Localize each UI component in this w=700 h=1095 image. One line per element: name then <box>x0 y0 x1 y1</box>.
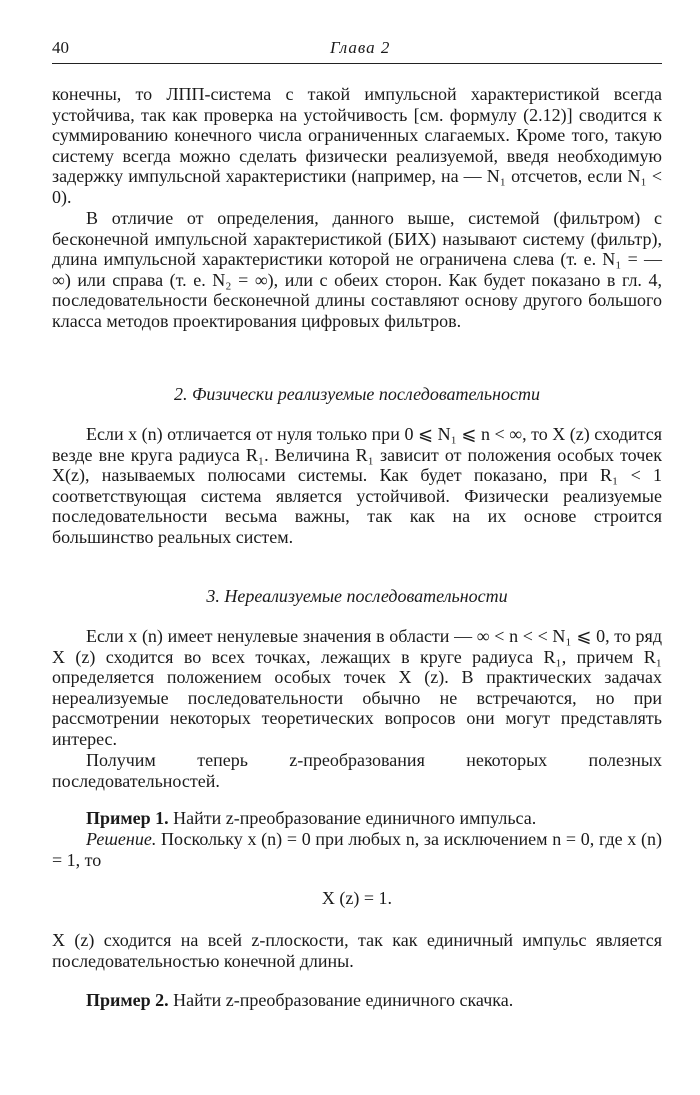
example-2-task <box>52 990 662 1011</box>
page-header <box>52 38 662 62</box>
solution-label: Решение. <box>86 829 157 849</box>
example-1-solution <box>52 829 662 870</box>
section-3-text-2: Получим теперь z-преобразования некоторых полезных последовательностей. <box>52 750 662 791</box>
example-1-task <box>52 808 662 829</box>
equation: X (z) = 1. <box>321 888 393 908</box>
solution-text: Поскольку x (n) = 0 при любых n, за исключением n = 0, где x (n) = 1, то <box>52 829 662 870</box>
running-head: Глава 2 <box>330 38 391 57</box>
paragraph-2: В отличие от определения, данного выше, системой (фильтром) с бесконечной импульсной характеристикой (БИХ) называют систему (фильтр), длина импульсной характеристики которой не ограничена слева (т. е. N₁ = — ∞) или справа (т. е. N₂ = ∞), или с обеих сторон. Как будет показано в гл. 4, последовательности бесконечной длины составляют основу другого большого класса методов проектирования цифровых фильтров. <box>52 208 662 331</box>
section-2-text: Если x (n) отличается от нуля только при 0 ⩽ N₁ ⩽ n < ∞, то X (z) сходится везде вне круга радиуса R₁. Величина R₁ зависит от положения особых точек X(z), называемых полюсами системы. Как будет показано, при R₁ < 1 соответствующая система является устойчивой. Физически реализуемые последовательности весьма важны, так как на их основе строится большинство реальных систем. <box>52 424 662 547</box>
example-1-label: Пример 1. <box>86 808 169 828</box>
paragraph-1: конечны, то ЛПП-система с такой импульсной характеристикой всегда устойчива, так как проверка на устойчивость [см. формулу (2.12)] сводится к суммированию конечного числа ограниченных слагаемых. Кроме того, такую систему всегда можно сделать физически реализуемой, введя необходимую задержку импульсной характеристики (например, на — N₁ отсчетов, если N₁ < 0). <box>52 84 662 207</box>
page-number: 40 <box>52 38 69 57</box>
example-1-after: X (z) сходится на всей z-плоскости, так как единичный импульс является последовательностью конечной длины. <box>52 930 662 971</box>
section-3-text: Если x (n) имеет ненулевые значения в области — ∞ < n < < N₁ ⩽ 0, то ряд X (z) сходится во всех точках, лежащих в круге радиуса R₁, причем R₁ определяется положением особых точек X (z). В практических задачах нереализуемые последовательности обычно не встречаются, но при рассмотрении некоторых теоретических вопросов они могут представлять интерес. <box>52 626 662 749</box>
example-2-label: Пример 2. <box>86 990 169 1010</box>
section-3-title: 3. Нереализуемые последовательности <box>206 586 508 606</box>
section-2-title: 2. Физически реализуемые последовательности <box>173 384 541 404</box>
header-rule <box>52 63 662 64</box>
example-2-task-text: Найти z-преобразование единичного скачка. <box>173 990 514 1010</box>
example-1-task-text: Найти z-преобразование единичного импульса. <box>173 808 537 828</box>
